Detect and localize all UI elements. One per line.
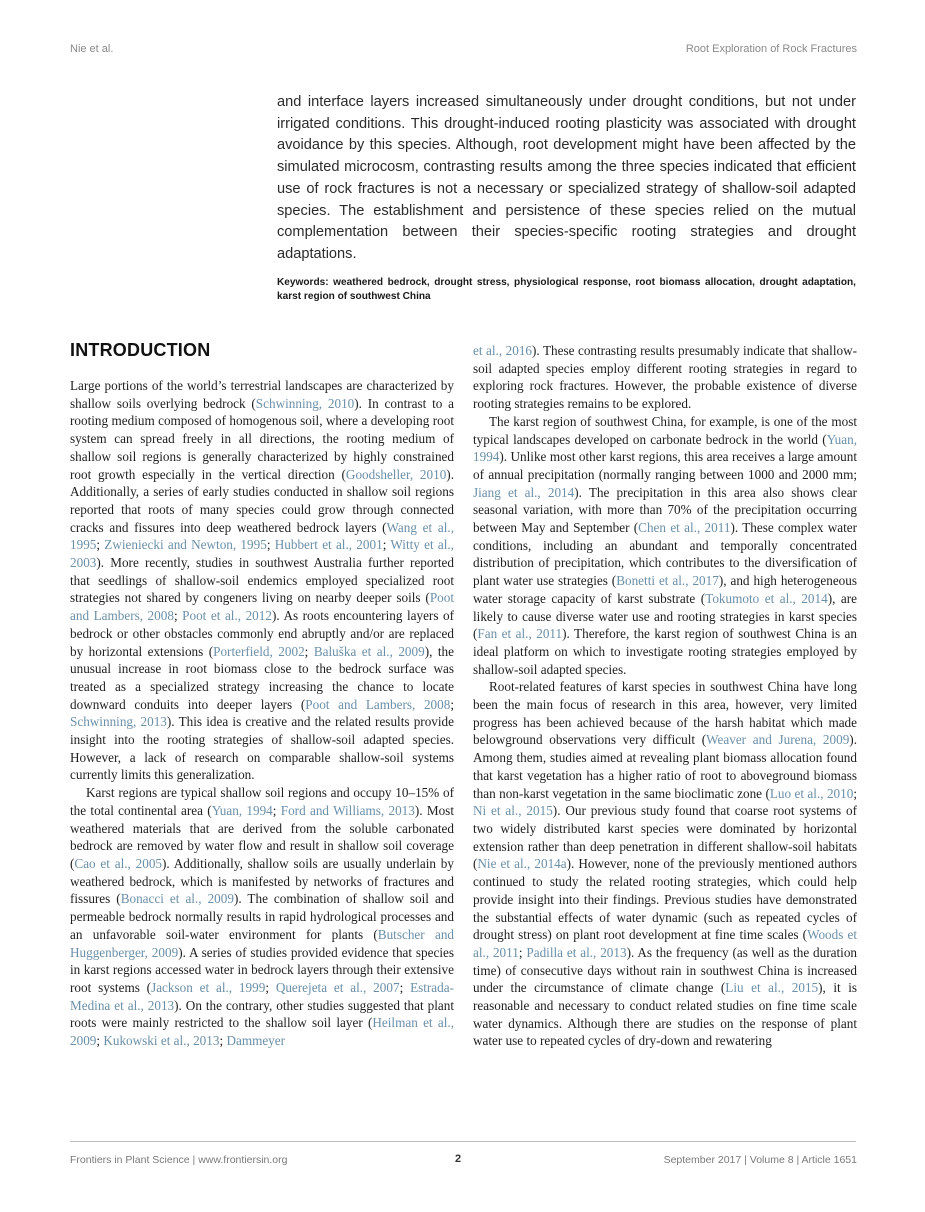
body-paragraph bbox=[70, 377, 454, 784]
paragraph-text: ). A series of studies provided evidence that species in karst regions accessed water in bedrock layers through their extensive root systems ( bbox=[70, 944, 454, 995]
paragraph-text: Root-related features of karst species in southwest China have long been the main focus of research in this area, however, very limited progress has been achieved because of the harsh habitat which made belowground observations very difficult ( bbox=[473, 679, 857, 748]
paragraph-text: ), it is reasonable and necessary to conduct related studies on fine time scale water dynamics. Although there are studies on the response of plant water use to repeated cycles of dry-down and rewatering bbox=[473, 980, 857, 1049]
citation-link[interactable]: Estrada-Medina et al., 2013 bbox=[70, 979, 454, 1013]
citation-link[interactable]: Poot et al., 2012 bbox=[182, 608, 272, 624]
citation-link[interactable]: Nie et al., 2014a bbox=[477, 856, 567, 872]
paragraph-text: ), and high heterogeneous water storage capacity of karst substrate ( bbox=[473, 573, 857, 606]
citation-link[interactable]: Hubbert et al., 2001 bbox=[274, 537, 383, 553]
citation-link[interactable]: Kukowski et al., 2013 bbox=[103, 1033, 220, 1049]
footer-issue: September 2017 | Volume 8 | Article 1651 bbox=[663, 1154, 857, 1166]
paragraph-text: ). On the contrary, other studies suggested that plant roots were mainly restricted to the shallow soil layer ( bbox=[70, 997, 454, 1031]
paragraph-text: ). This idea is creative and the related results provide insight into the rooting strategies of shallow-soil adapted species. However, a lack of research on comparable shallow-soil systems currently limits this generalization. bbox=[70, 714, 454, 783]
paragraph-text: Karst regions are typical shallow soil regions and occupy 10–15% of the total continental area ( bbox=[70, 785, 454, 818]
citation-link[interactable]: Ford and Williams, 2013 bbox=[280, 802, 415, 818]
running-head-title: Root Exploration of Rock Fractures bbox=[685, 43, 857, 55]
paragraph-text: ). Most weathered materials that are derived from the soluble carbonated bedrock are removed by water flow and result in shallow soil coverage ( bbox=[70, 802, 454, 871]
paragraph-text: ). In contrast to a rooting medium composed of homogenous soil, where a developing root system can spread freely in all directions, the rooting medium of shallow soil regions is generally characterized by highly constrained root growth especially in the vertical direction ( bbox=[70, 395, 454, 482]
citation-link[interactable]: Chen et al., 2011 bbox=[638, 520, 731, 536]
paragraph-text: ). More recently, studies in southwest Australia further reported that seedlings of shallow-soil endemics employed specialized root strategies not shared by congeners living on nearby deeper soils ( bbox=[70, 555, 454, 606]
paragraph-text: ). However, none of the previously mentioned authors continued to study the related rooting strategies, which could help provide insight into their findings. Previous studies have demonstrated the substantial effects of water dynamic (such as repeated cycles of drought stress) on plant root development at fine time scales ( bbox=[473, 856, 857, 943]
footer-journal: Frontiers in Plant Science | www.frontiersin.org bbox=[70, 1154, 288, 1166]
paragraph-text: ). These complex water conditions, including an abundant and temporally concentrated distribution of precipitation, which contributes to the diversification of plant water use strategies ( bbox=[473, 520, 858, 589]
right-column bbox=[473, 342, 857, 1050]
citation-link[interactable]: Schwinning, 2010 bbox=[255, 395, 355, 411]
paragraph-text: ; bbox=[853, 785, 858, 801]
body-paragraph bbox=[473, 678, 857, 1050]
citation-link[interactable]: Padilla et al., 2013 bbox=[526, 944, 627, 960]
keywords: Keywords: weathered bedrock, drought stress, physiological response, root biomass allocation, drought adaptation, karst region of southwest China bbox=[277, 277, 856, 302]
citation-link[interactable]: Bonetti et al., 2017 bbox=[616, 573, 719, 589]
paragraph-text: ). Additionally, shallow soils are usually underlain by weathered bedrock, which is manifested by networks of fractures and fissures ( bbox=[70, 855, 454, 907]
citation-link[interactable]: Dammeyer bbox=[226, 1033, 286, 1049]
paragraph-text: ; bbox=[399, 979, 411, 995]
paragraph-text: ), are likely to cause diverse water use and rooting strategies in karst species ( bbox=[473, 590, 858, 642]
citation-link[interactable]: Butscher and Huggenberger, 2009 bbox=[70, 926, 455, 960]
citation-link[interactable]: Heilman et al., 2009 bbox=[70, 1015, 454, 1049]
citation-link[interactable]: Yuan, 1994 bbox=[211, 802, 273, 818]
section-heading-introduction: INTRODUCTION bbox=[70, 340, 211, 360]
paragraph-text: ; bbox=[96, 1033, 104, 1049]
paragraph-text: ). The combination of shallow soil and permeable bedrock normally results in rapid hydrological processes and an unfavorable soil-water environment for plants ( bbox=[70, 891, 454, 942]
paragraph-text: ). The precipitation in this area also shows clear seasonal variation, with more than 70% of the precipitation occurring between May and September ( bbox=[473, 484, 858, 536]
citation-link[interactable]: Ni et al., 2015 bbox=[473, 803, 553, 819]
body-paragraph bbox=[473, 413, 857, 679]
paragraph-text: ; bbox=[382, 537, 391, 553]
citation-link[interactable]: Zwieniecki and Newton, 1995 bbox=[104, 537, 267, 553]
paragraph-text: ). As the frequency (as well as the duration time) of consecutive days without rain in southwest China is increased under the circumstance of climate change ( bbox=[473, 944, 858, 996]
footer-divider bbox=[70, 1141, 856, 1142]
paragraph-text: ; bbox=[266, 537, 275, 553]
paragraph-text: ). Our previous study found that coarse root systems of two widely distributed karst species were dominated by horizontal extension rather than deep penetration in different shallow-soil habitats ( bbox=[473, 803, 857, 872]
citation-link[interactable]: Fan et al., 2011 bbox=[477, 626, 563, 642]
citation-link[interactable]: Woods et al., 2011 bbox=[473, 927, 857, 960]
citation-link[interactable]: Bonacci et al., 2009 bbox=[120, 891, 234, 907]
paragraph-text: ). As roots encountering layers of bedrock or other obstacles commonly end abruptly and/or are replaced by horizontal extensions ( bbox=[70, 608, 454, 659]
left-column bbox=[70, 377, 454, 1050]
paragraph-text: ; bbox=[173, 608, 183, 624]
citation-link[interactable]: Luo et al., 2010 bbox=[769, 785, 854, 801]
paragraph-text: ). Additionally, a series of early studies conducted in shallow soil regions reported that roots of many species could grow through connected cracks and fissures into deep weathered bedrock layers ( bbox=[70, 466, 454, 535]
paragraph-text: ; bbox=[96, 537, 105, 553]
paragraph-text: ; bbox=[265, 979, 276, 995]
paragraph-text: ). Therefore, the karst region of southwest China is an ideal platform on which to investigate rooting strategies employed by shallow-soil adapted species. bbox=[473, 626, 858, 677]
citation-link[interactable]: Baluška et al., 2009 bbox=[313, 643, 425, 659]
paragraph-text: ). These contrasting results presumably indicate that shallow-soil adapted species employ different rooting strategies in regard to exploring rock fractures. However, the probable existence of diverse rooting strategies remains to be explored. bbox=[473, 343, 858, 412]
paragraph-text: ). Among them, studies aimed at revealing plant biomass allocation found that karst vegetation has a higher ratio of root to aboveground biomass than non-karst vegetation in the same bioclimatic zone ( bbox=[473, 732, 857, 801]
paragraph-text: ; bbox=[518, 944, 527, 960]
abstract-text: and interface layers increased simultaneously under drought conditions, but not under irrigated conditions. This drought-induced rooting plasticity was associated with drought avoidance by this species. Although, root development might have been affected by the simulated microcosm, contrasting results among the three species indicated that efficient use of rock fractures is not a necessary or specialized strategy of shallow-soil adapted species. The establishment and persistence of these species relied on the mutual complementation between their species-specific rooting strategies and drought adaptations. bbox=[277, 94, 856, 262]
citation-link[interactable]: Wang et al., 1995 bbox=[70, 519, 455, 553]
citation-link[interactable]: Liu et al., 2015 bbox=[725, 980, 819, 996]
citation-link[interactable]: Querejeta et al., 2007 bbox=[275, 979, 400, 995]
paragraph-text: ; bbox=[304, 643, 314, 659]
citation-link[interactable]: Jackson et al., 1999 bbox=[151, 979, 266, 995]
paragraph-text: ), the unusual increase in root biomass close to the bedrock surface was treated as a specialized strategy increasing the chance to locate downward conduits into deeper layers ( bbox=[70, 643, 454, 712]
citation-link[interactable]: Tokumoto et al., 2014 bbox=[705, 590, 828, 606]
citation-link[interactable]: Witty et al., 2003 bbox=[70, 537, 454, 571]
citation-link[interactable]: Jiang et al., 2014 bbox=[473, 484, 575, 500]
paragraph-text: Large portions of the world’s terrestrial landscapes are characterized by shallow soils overlying bedrock ( bbox=[70, 378, 454, 411]
paragraph-text: The karst region of southwest China, for example, is one of the most typical landscapes developed on carbonate bedrock in the world ( bbox=[473, 413, 857, 447]
citation-link[interactable]: Weaver and Jurena, 2009 bbox=[706, 732, 850, 748]
page-number: 2 bbox=[455, 1153, 462, 1165]
citation-link[interactable]: Poot and Lambers, 2008 bbox=[70, 590, 454, 624]
paragraph-text: ; bbox=[272, 802, 281, 818]
paragraph-text: ; bbox=[450, 696, 454, 712]
body-paragraph bbox=[70, 784, 454, 1050]
citation-link[interactable]: Poot and Lambers, 2008 bbox=[305, 696, 451, 712]
citation-link[interactable]: Schwinning, 2013 bbox=[70, 714, 167, 730]
paragraph-text: ). Unlike most other karst regions, this area receives a large amount of annual precipitation (normally ranging between 1000 and 2000 mm; bbox=[473, 449, 857, 482]
citation-link[interactable]: Porterfield, 2002 bbox=[213, 643, 305, 659]
citation-link[interactable]: Goodsheller, 2010 bbox=[345, 466, 447, 482]
paragraph-text: ; bbox=[219, 1033, 227, 1049]
citation-link[interactable]: Cao et al., 2005 bbox=[74, 855, 163, 871]
body-paragraph bbox=[473, 342, 857, 413]
running-head-authors: Nie et al. bbox=[70, 43, 114, 55]
citation-link[interactable]: Yuan, 1994 bbox=[473, 431, 857, 465]
citation-link[interactable]: et al., 2016 bbox=[473, 343, 533, 358]
